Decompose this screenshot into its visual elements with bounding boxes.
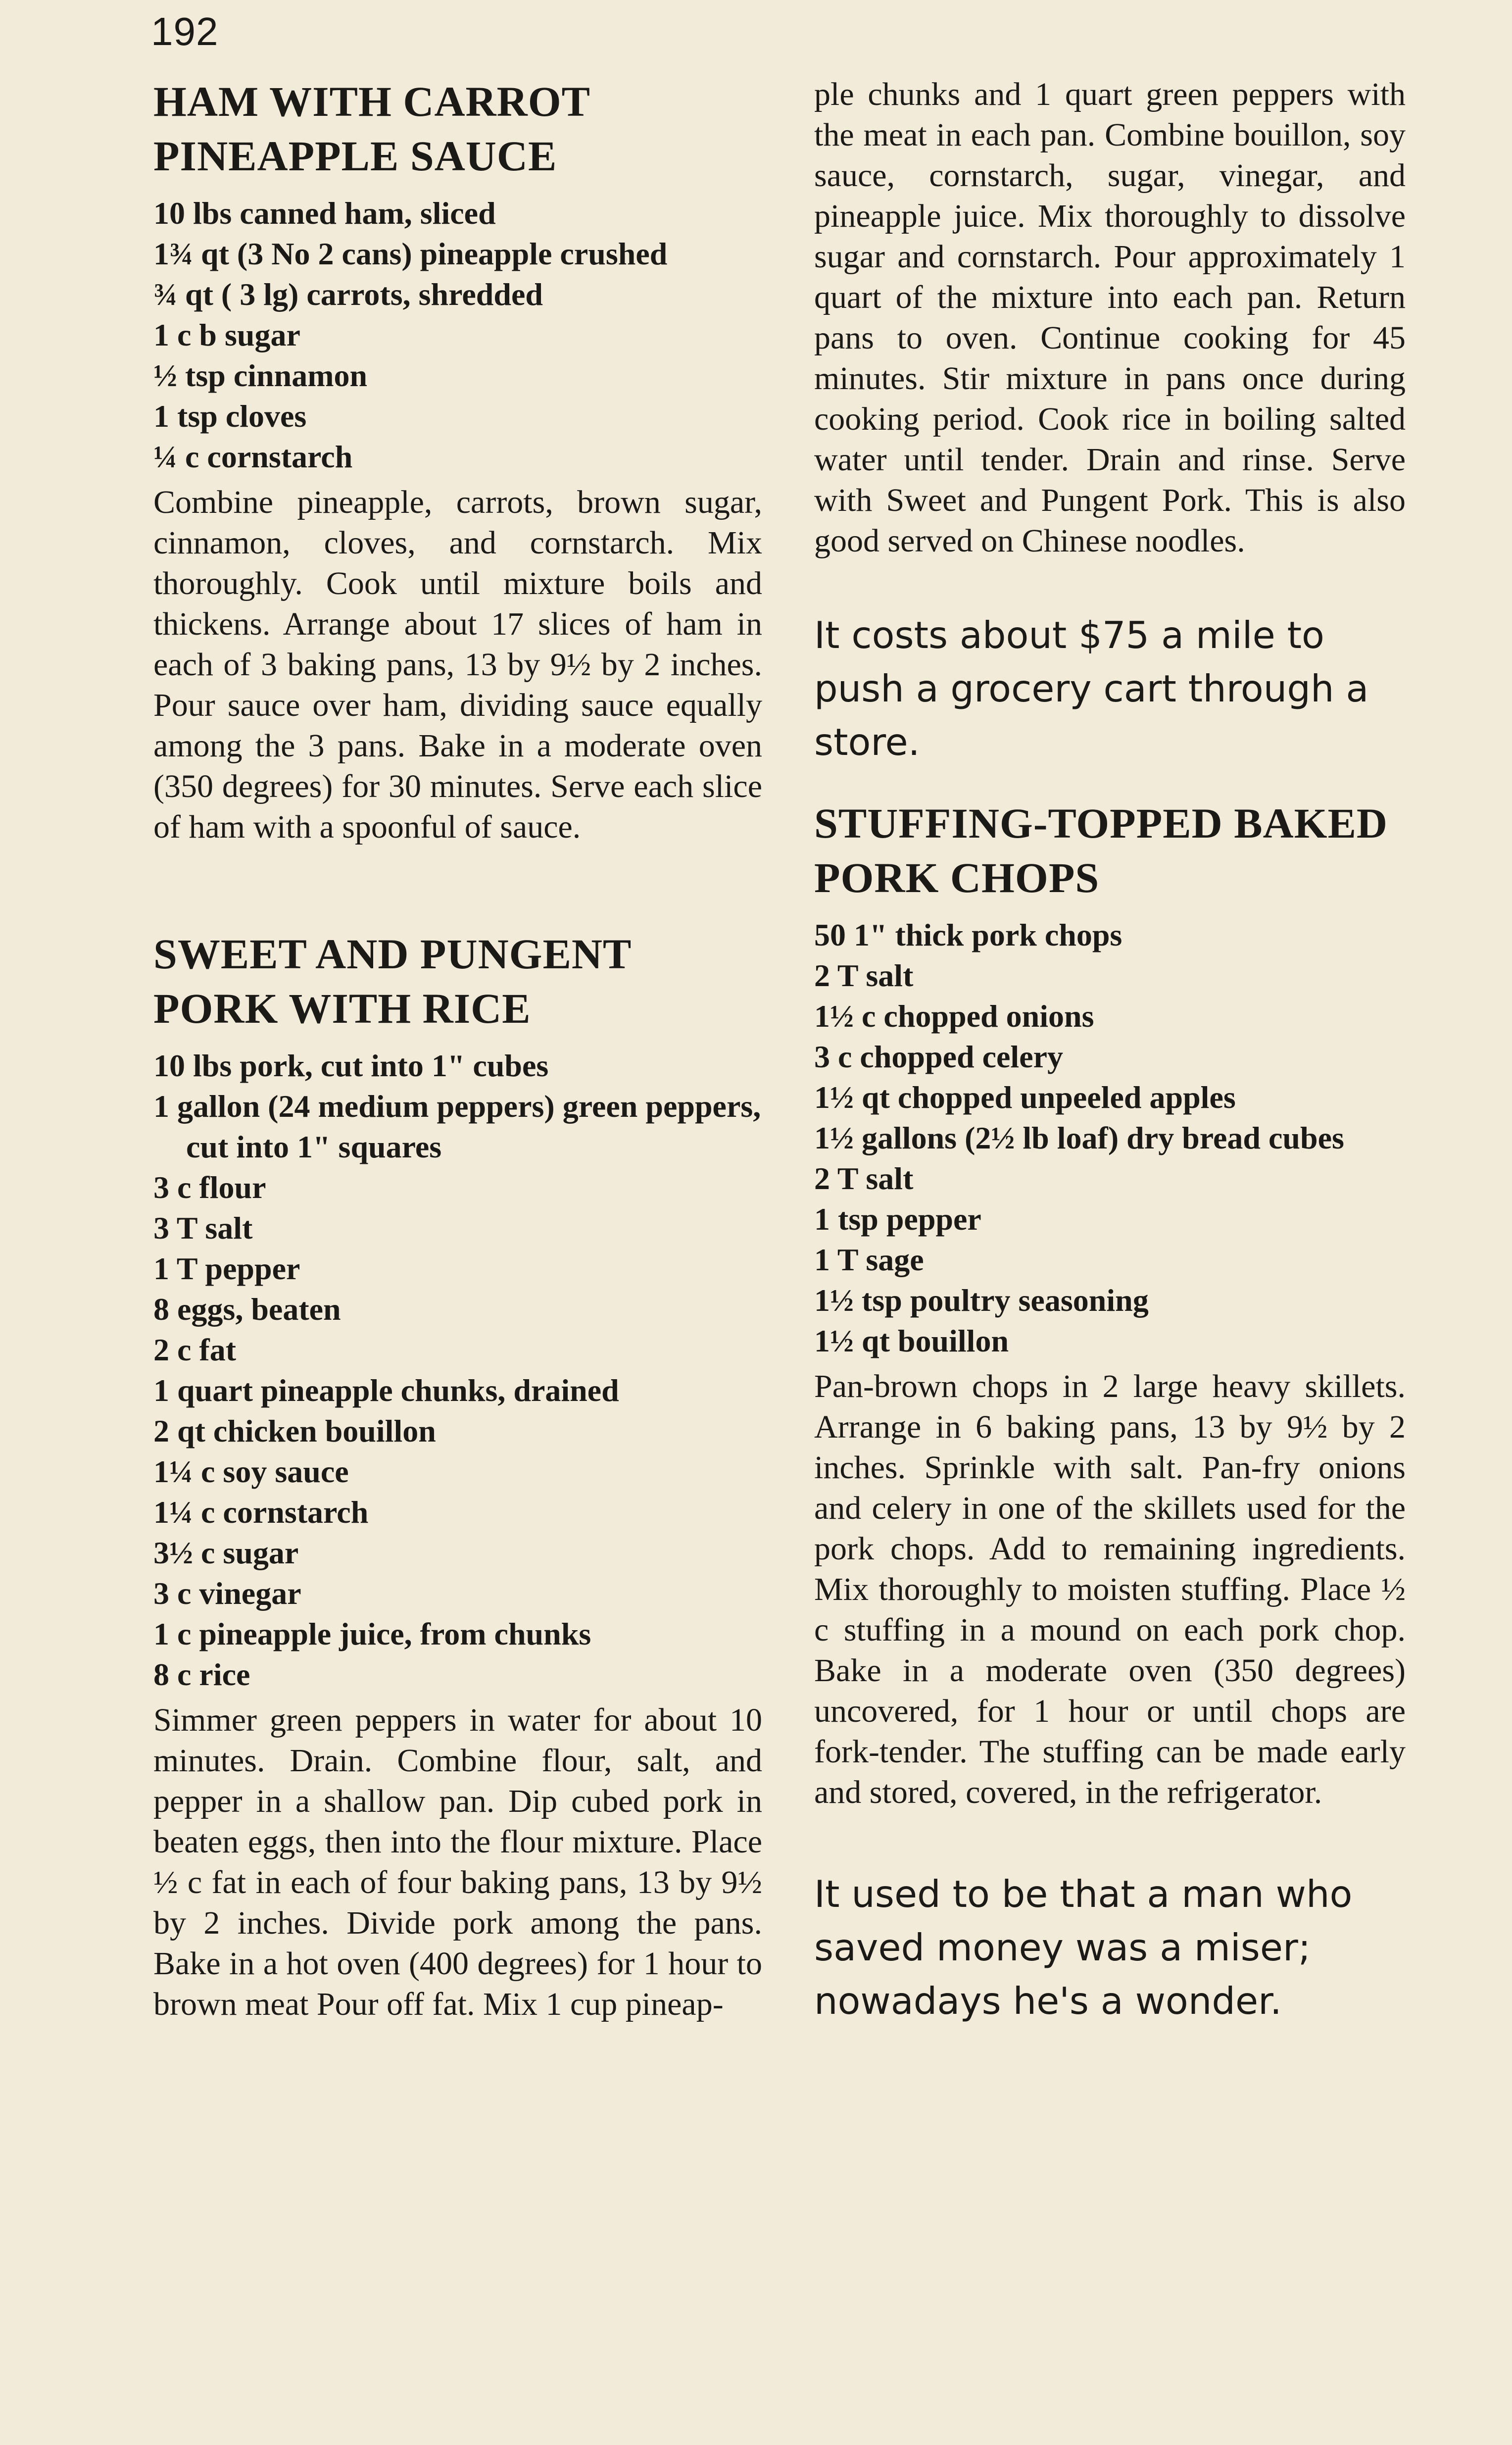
ingredient: 1 c pineapple juice, from chunks <box>153 1616 591 1651</box>
ingredient: 1½ gallons (2½ lb loaf) dry bread cubes <box>814 1120 1344 1155</box>
ingredient: 1½ qt bouillon <box>814 1323 1009 1358</box>
left-column <box>153 74 762 2025</box>
recipe-title-ham: HAM WITH CARROT PINEAPPLE SAUCE <box>153 78 590 180</box>
ingredient: 2 T salt <box>814 958 914 993</box>
recipe-title-sweet-pungent: SWEET AND PUNGENT PORK WITH RICE <box>153 930 631 1032</box>
ingredient: 2 qt chicken bouillon <box>153 1413 436 1448</box>
page-number: 192 <box>151 9 219 53</box>
ingredient: 2 c fat <box>153 1332 237 1367</box>
ingredient: 1 T sage <box>814 1242 924 1277</box>
ingredient: 10 lbs pork, cut into 1" cubes <box>153 1048 549 1083</box>
ingredient: 1 c b sugar <box>153 317 300 352</box>
ingredient: ¾ qt ( 3 lg) carrots, shredded <box>153 277 543 312</box>
ingredient: ½ tsp cinnamon <box>153 358 368 393</box>
ingredient: 1½ c chopped onions <box>814 998 1094 1034</box>
directions-ham: Combine pineapple, carrots, brown sugar, cinnamon, cloves, and cornstarch. Mix thoroughly. Cook until mixture boils and thickens. Arrange about 17 slices of ham in each of 3 baking pans, 13 by 9½ by 2 inches. Pour sauce over ham, dividing sauce equally among the 3 pans. Bake in a moderate oven (350 degrees) for 30 minutes. Serve each slice of ham with a spoonful of sauce. <box>153 484 762 845</box>
quote-grocery-cart: It costs about $75 a mile to push a grocery cart through a store. <box>814 613 1369 764</box>
ingredient: 1 gallon (24 medium peppers) green peppers, cut into 1" squares <box>153 1089 761 1164</box>
ingredient: 1 quart pineapple chunks, drained <box>153 1373 619 1408</box>
right-column <box>814 74 1406 2028</box>
ingredient: 10 lbs canned ham, sliced <box>153 196 496 231</box>
ingredient: 1¼ c cornstarch <box>153 1495 369 1530</box>
ingredient: 3½ c sugar <box>153 1535 299 1570</box>
directions-sweet-pungent-part2: ple chunks and 1 quart green peppers with the meat in each pan. Combine bouillon, soy sauce, cornstarch, sugar, vinegar, and pineapple juice. Mix thoroughly to dissolve sugar and cornstarch. Pour approximately 1 quart of the mixture into each pan. Return pans to oven. Continue cooking for 45 minutes. Stir mixture in pans once during cooking period. Cook rice in boiling salted water until tender. Drain and rinse. Serve with Sweet and Pungent Pork. This is also good served on Chinese noodles. <box>814 76 1406 559</box>
ingredient: 2 T salt <box>814 1161 914 1196</box>
recipe-title-pork-chops: STUFFING-TOPPED BAKED PORK CHOPS <box>814 799 1388 901</box>
ingredient: 8 eggs, beaten <box>153 1292 341 1327</box>
ingredient-list-sweet-pungent <box>153 1046 762 1695</box>
ingredient: 1¼ c soy sauce <box>153 1454 349 1489</box>
ingredient-list-pork-chops <box>814 915 1406 1361</box>
directions-pork-chops: Pan-brown chops in 2 large heavy skillets. Arrange in 6 baking pans, 13 by 9½ by 2 inches. Sprinkle with salt. Pan-fry onions and celery in one of the skillets used for the pork chops. Add to remaining ingredients. Mix thoroughly to moisten stuffing. Place ½ c stuffing in a mound on each pork chop. Bake in a moderate oven (350 degrees) uncovered, for 1 hour or until chops are fork-tender. The stuffing can be made early and stored, covered, in the refrigerator. <box>814 1368 1406 1810</box>
ingredient: 50 1" thick pork chops <box>814 917 1122 952</box>
ingredient: 3 c chopped celery <box>814 1039 1063 1074</box>
ingredient: 3 c flour <box>153 1170 266 1205</box>
ingredient: 1¾ qt (3 No 2 cans) pineapple crushed <box>153 236 668 271</box>
quote-miser: It used to be that a man who saved money was a miser; nowadays he's a wonder. <box>814 1872 1353 2023</box>
ingredient: 1 T pepper <box>153 1251 300 1286</box>
ingredient: 1 tsp pepper <box>814 1201 981 1237</box>
directions-sweet-pungent-part1: Simmer green peppers in water for about 10 minutes. Drain. Combine flour, salt, and pepper in a shallow pan. Dip cubed pork in beaten eggs, then into the flour mixture. Place ½ c fat in each of four baking pans, 13 by 9½ by 2 inches. Divide pork among the pans. Bake in a hot oven (400 degrees) for 1 hour to brown meat Pour off fat. Mix 1 cup pineap- <box>153 1702 762 2022</box>
ingredient: 3 c vinegar <box>153 1576 301 1611</box>
ingredient: 1½ tsp poultry seasoning <box>814 1283 1149 1318</box>
ingredient: 1½ qt chopped unpeeled apples <box>814 1080 1236 1115</box>
ingredient-list-ham <box>153 193 762 477</box>
ingredient: 8 c rice <box>153 1657 250 1692</box>
ingredient: 3 T salt <box>153 1210 253 1246</box>
ingredient: 1 tsp cloves <box>153 399 307 434</box>
ingredient: ¼ c cornstarch <box>153 439 353 474</box>
